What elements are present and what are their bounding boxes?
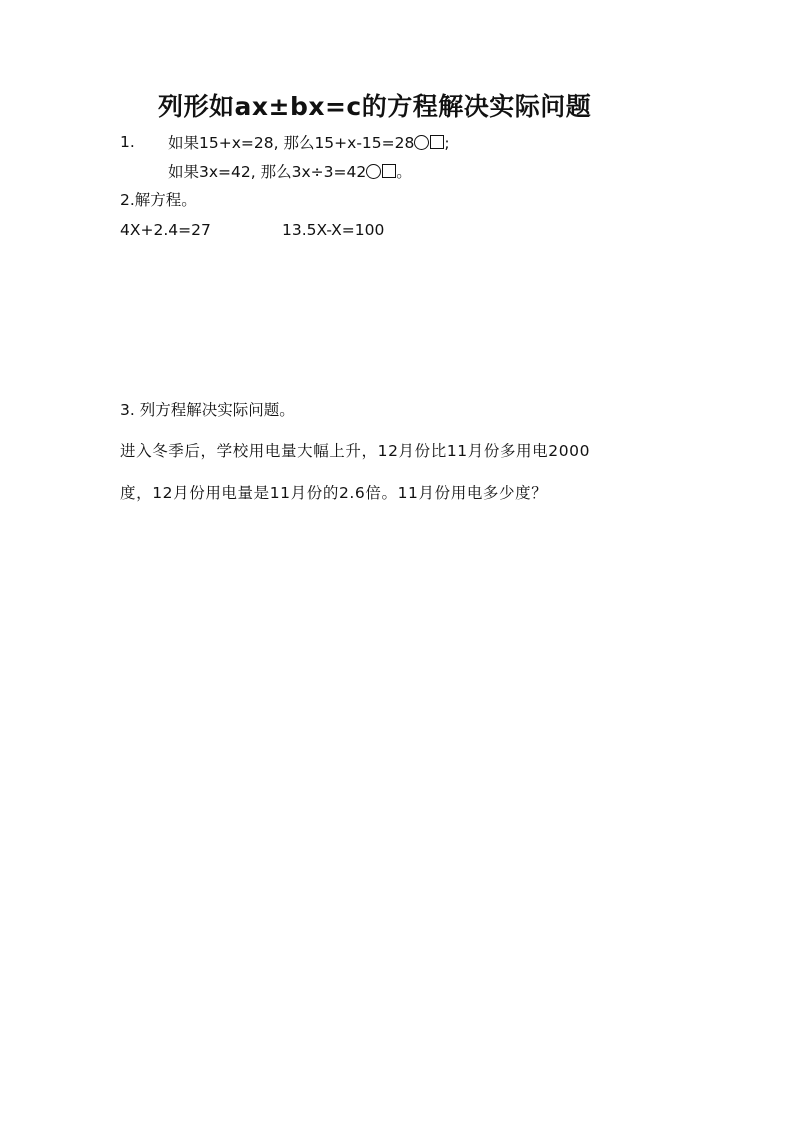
question-1-line-1-end: ;: [444, 134, 450, 152]
question-1-number: 1.: [120, 133, 135, 151]
equation-2: 13.5X-X=100: [282, 221, 385, 239]
question-3-heading: 3. 列方程解决实际问题。: [120, 401, 295, 419]
operator-blank-circle[interactable]: [414, 135, 429, 150]
question-1-line-2-end: 。: [396, 163, 412, 181]
page-title: 列形如ax±bx=c的方程解决实际问题: [158, 92, 592, 121]
question-1-line-1: [168, 135, 450, 152]
question-2-heading: 2.解方程。: [120, 191, 197, 209]
question-1-line-2: [168, 164, 412, 181]
word-problem-line-2: 度，12月份用电量是11月份的2.6倍。11月份用电多少度？: [120, 484, 548, 502]
question-1-line-1-text: 如果15+x=28, 那么15+x-15=28: [168, 134, 415, 152]
question-1-line-2-text: 如果3x=42, 那么3x÷3=42: [168, 163, 367, 181]
number-blank-square[interactable]: [430, 135, 444, 149]
number-blank-square[interactable]: [382, 164, 396, 178]
operator-blank-circle[interactable]: [366, 164, 381, 179]
word-problem-line-1: 进入冬季后，学校用电量大幅上升，12月份比11月份多用电2000: [120, 442, 591, 460]
equation-1: 4X+2.4=27: [120, 221, 211, 239]
